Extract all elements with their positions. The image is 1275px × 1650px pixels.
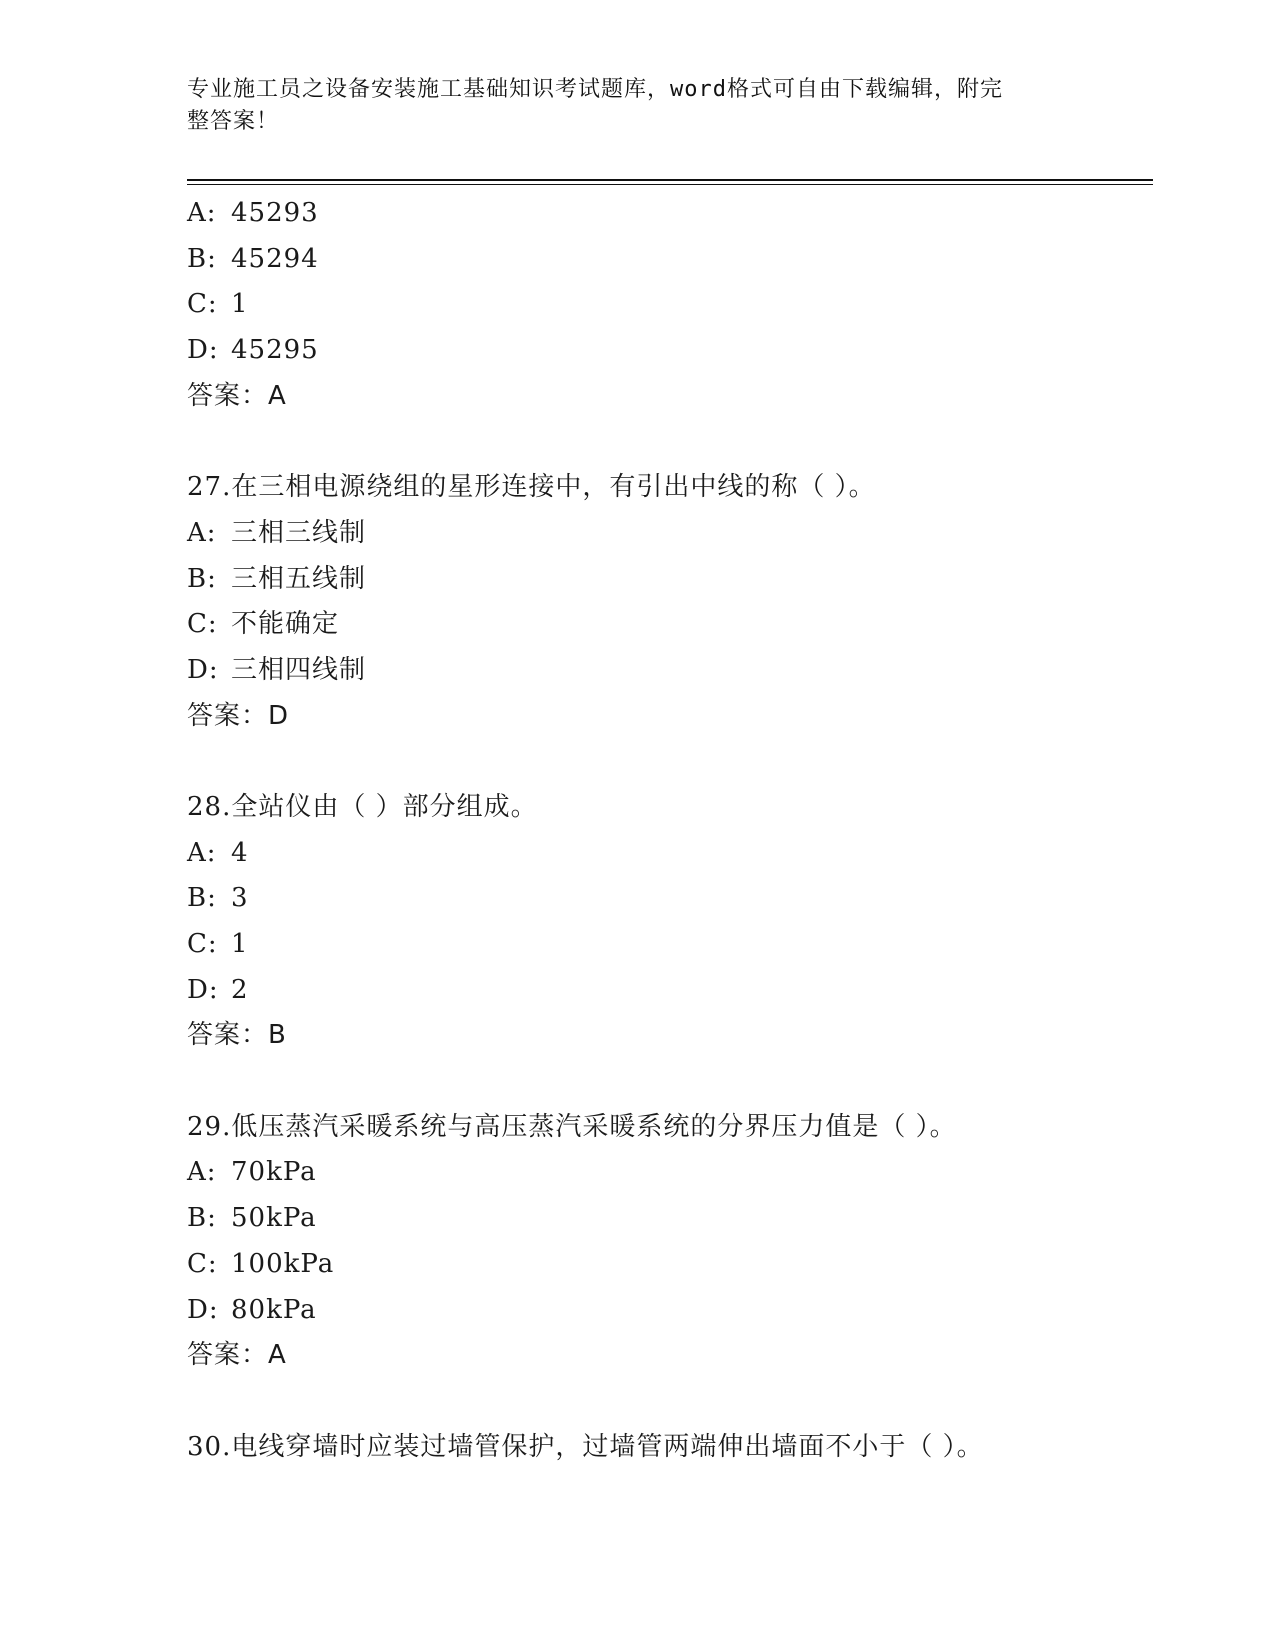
- header-divider-thick: [187, 179, 1153, 181]
- option-c: C: 1: [187, 289, 249, 320]
- option-d: D: 80kPa: [187, 1294, 317, 1325]
- header-title-line-2: 整答案！: [187, 109, 280, 134]
- question-26-continued: [187, 191, 1153, 419]
- option-c: C: 1: [187, 929, 249, 959]
- option-b: B: 50kPa: [187, 1203, 317, 1234]
- option-c: C: 100kPa: [187, 1248, 335, 1279]
- option-a: A: 4: [187, 837, 249, 868]
- option-a: A: 45293: [187, 198, 319, 228]
- option-b: B: 45294: [187, 243, 319, 274]
- option-b: B: 3: [187, 883, 249, 914]
- question-list: [187, 191, 1153, 1470]
- question-28: [187, 785, 1153, 1059]
- option-a: A: 三相三线制: [187, 517, 367, 548]
- question-stem: 30.电线穿墙时应装过墙管保护，过墙管两端伸出墙面不小于（ ）。: [187, 1431, 984, 1462]
- question-stem: 28.全站仪由（ ）部分组成。: [187, 791, 538, 822]
- spacer: [187, 1379, 1153, 1425]
- spacer: [187, 739, 1153, 785]
- header-divider-thin: [187, 184, 1153, 185]
- option-c: C: 不能确定: [187, 609, 340, 640]
- option-d: D: 45295: [187, 335, 319, 366]
- option-d: D: 2: [187, 974, 249, 1005]
- spacer: [187, 1059, 1153, 1105]
- question-stem: 29.低压蒸汽采暖系统与高压蒸汽采暖系统的分界压力值是（ ）。: [187, 1111, 957, 1142]
- question-stem: 27.在三相电源绕组的星形连接中，有引出中线的称（ ）。: [187, 472, 876, 503]
- header-title-line-1: 专业施工员之设备安装施工基础知识考试题库，word格式可自由下载编辑，附完: [187, 77, 1003, 102]
- answer-text: 答案：A: [187, 380, 287, 411]
- answer-text: 答案：D: [187, 700, 290, 731]
- option-a: A: 70kPa: [187, 1157, 317, 1188]
- question-29: [187, 1105, 1153, 1379]
- option-b: B: 三相五线制: [187, 563, 367, 594]
- option-d: D: 三相四线制: [187, 654, 367, 685]
- answer-text: 答案：A: [187, 1340, 287, 1371]
- question-30: [187, 1425, 1153, 1471]
- spacer: [187, 419, 1153, 465]
- document-header: [187, 74, 1067, 138]
- question-27: [187, 465, 1153, 739]
- answer-text: 答案：B: [187, 1020, 287, 1051]
